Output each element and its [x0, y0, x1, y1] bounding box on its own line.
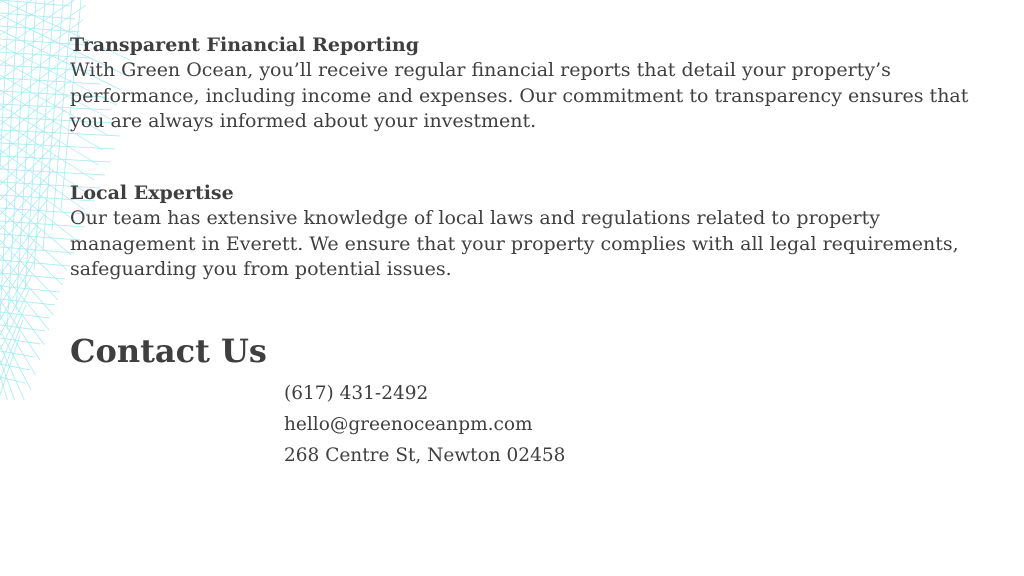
section-title: Transparent Financial Reporting	[70, 34, 420, 56]
section-local-expertise	[70, 181, 970, 283]
contact-address: 268 Centre St, Newton 02458	[284, 445, 566, 466]
section-financial-reporting	[70, 33, 970, 135]
contact-details	[284, 378, 565, 471]
section-body: Our team has extensive knowledge of local laws and regulations related to property management in Everett. We ensure that your property complies with all legal requirements, safeguarding you from potential issues.	[70, 207, 959, 280]
section-body: With Green Ocean, you’ll receive regular financial reports that detail your property’s performance, including income and expenses. Our commitment to transparency ensures that you are always informed about your investment.	[70, 59, 969, 132]
contact-phone[interactable]: (617) 431-2492	[284, 383, 429, 404]
contact-email[interactable]: hello@greenoceanpm.com	[284, 414, 533, 435]
contact-heading: Contact Us	[70, 332, 267, 370]
section-title: Local Expertise	[70, 182, 234, 204]
